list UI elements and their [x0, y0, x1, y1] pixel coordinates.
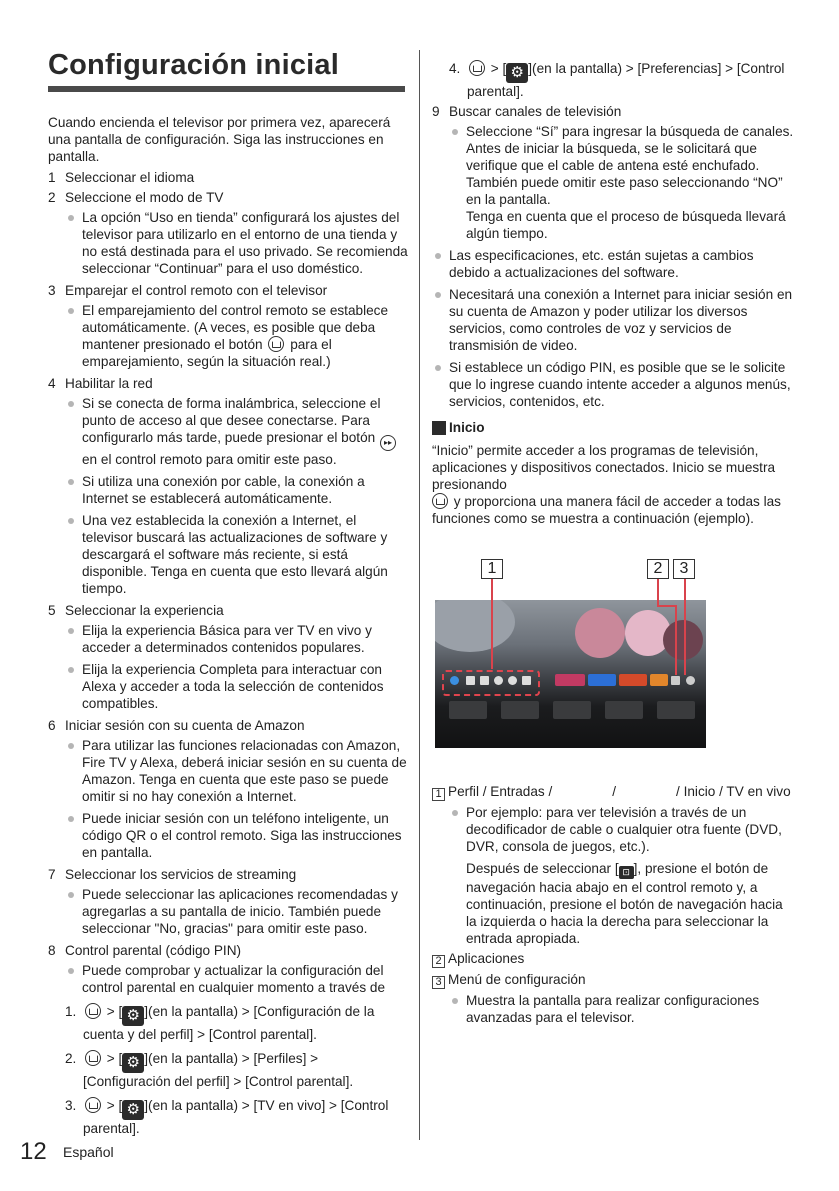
legend-2: 2 Aplicaciones	[432, 950, 794, 968]
step-6: 6 Iniciar sesión con su cuenta de Amazon	[48, 718, 305, 733]
parental-path-2: 2. > [ ⚙ ](en la pantalla) > [Perfiles] > [Configuración del perfil] > [Control parental].	[65, 1051, 354, 1089]
page-language: Español	[63, 1144, 114, 1160]
step-8: 8 Control parental (código PIN)	[48, 943, 242, 958]
callout-line-3	[684, 579, 686, 675]
legend-3-bullets	[449, 992, 794, 1026]
list-item: Para utilizar las funciones relacionadas con Amazon, Fire TV y Alexa, deberá iniciar sesión en su cuenta de Amazon. Tenga en cuenta que este paso se puede omitir si no hay conexión a Internet.	[65, 737, 408, 805]
list-item: Seleccione “Sí” para ingresar la búsqueda de canales. Antes de iniciar la búsqueda, se le solicitará que verifique que el cable de antena esté enchufado. También puede omitir este paso seleccionando “NO” en la pantalla. Tenga en cuenta que el proceso de búsqueda llevará algún tiempo.	[449, 123, 794, 242]
step-3-bullets	[65, 302, 408, 370]
list-item: Muestra la pantalla para realizar configuraciones avanzadas para el televisor.	[449, 992, 794, 1026]
home-button-icon	[268, 336, 284, 352]
list-item: Si establece un código PIN, es posible que se le solicite que lo ingrese cuando intente acceder a algunos menús, servicios, contenidos, etc.	[432, 359, 794, 410]
step-7: 7 Seleccionar los servicios de streaming	[48, 867, 297, 882]
settings-gear-icon: ⚙	[122, 1053, 144, 1073]
home-button-icon	[85, 1050, 101, 1066]
app-tile	[650, 674, 668, 686]
apps-grid-icon	[671, 676, 680, 685]
step-9-bullets	[449, 123, 794, 242]
list-item: Elija la experiencia Completa para interactuar con Alexa y acceder a toda la selección de contenidos compatibles.	[65, 661, 408, 712]
page-title: Configuración inicial	[48, 49, 339, 81]
list-item: Puede comprobar y actualizar la configuración del control parental en cualquier momento a través de	[65, 962, 408, 996]
page-number: 12	[20, 1138, 47, 1165]
section-square-icon	[432, 421, 446, 435]
inicio-paragraph: “Inicio” permite acceder a los programas de televisión, aplicaciones y dispositivos conectados. Inicio se muestra presionando y proporciona una manera fácil de acceder a todas las funciones como se muestra a continuación (ejemplo).	[432, 443, 781, 526]
inicio-heading: Inicio	[432, 419, 794, 436]
settings-gear-icon: ⚙	[506, 63, 528, 83]
list-item: Elija la experiencia Básica para ver TV en vivo y acceder a determinados contenidos populares.	[65, 622, 408, 656]
step-5-bullets	[65, 622, 408, 712]
list-item: El emparejamiento del control remoto se establece automáticamente. (A veces, es posible que deba mantener presionado el botón para el emparejamiento, según la situación real.)	[65, 302, 408, 370]
step-5: 5 Seleccionar la experiencia	[48, 603, 224, 618]
legend-1-bullets	[449, 804, 794, 855]
step-2: 2 Seleccione el modo de TV	[48, 190, 224, 205]
intro-paragraph: Cuando encienda el televisor por primera vez, aparecerá una pantalla de configuración. Siga las instrucciones en pantalla.	[48, 115, 391, 164]
legend-3: 3 Menú de configuración	[432, 971, 794, 989]
step-2-bullets	[65, 209, 408, 277]
parental-path-3: 3. > [ ⚙ ](en la pantalla) > [TV en vivo] > [Control parental].	[65, 1098, 389, 1136]
list-item: La opción “Uso en tienda” configurará los ajustes del televisor para utilizarlo en el entorno de una tienda y no está destinada para el uso privado. Se recomienda seleccionar “Continuar” para el uso doméstico.	[65, 209, 408, 277]
settings-gear-icon: ⚙	[122, 1100, 144, 1120]
step-1: 1 Seleccionar el idioma	[48, 170, 195, 185]
list-item: Si se conecta de forma inalámbrica, seleccione el punto de acceso al que desee conectarse. Para configurarlo más tarde, puede presionar el botón ▸▸ en el control remoto para omitir este paso.	[65, 395, 408, 468]
step-4: 4 Habilitar la red	[48, 376, 153, 391]
step-4-bullets	[65, 395, 408, 597]
input-icon: ⊡	[619, 866, 634, 879]
callout-line-2	[657, 579, 659, 605]
tv-home-screen-image	[435, 600, 706, 748]
step-3: 3 Emparejar el control remoto con el televisor	[48, 283, 328, 298]
settings-gear-icon: ⚙	[122, 1006, 144, 1026]
left-column	[48, 114, 408, 1137]
parental-path-4: 4. > [ ⚙ ](en la pantalla) > [Preferencias] > [Control parental].	[449, 61, 785, 99]
step-8-bullets	[65, 962, 408, 996]
home-button-icon	[432, 493, 448, 509]
settings-icon	[686, 676, 695, 685]
app-tile	[555, 674, 585, 686]
list-item: Si utiliza una conexión por cable, la conexión a Internet se establecerá automáticamente.	[65, 473, 408, 507]
home-button-icon	[469, 60, 485, 76]
fast-forward-button-icon: ▸▸	[380, 435, 396, 451]
step-7-bullets	[65, 886, 408, 937]
navigation-highlight	[442, 670, 540, 696]
right-column	[432, 60, 794, 1031]
home-screen-diagram	[435, 559, 709, 751]
legend-1-note: Después de seleccionar [ ⊡ ], presione el botón de navegación hacia abajo en el control remoto y, a continuación, presione el botón de navegación hacia la izquierda o hacia la derecha para seleccionar la entrada apropiada.	[466, 861, 783, 946]
step-6-bullets	[65, 737, 408, 861]
callout-line-1	[491, 579, 493, 669]
legend-1: 1 Perfil / Entradas / / / Inicio / TV en vivo	[432, 783, 794, 801]
list-item: Puede iniciar sesión con un teléfono inteligente, un código QR o el control remoto. Siga las instrucciones en pantalla.	[65, 810, 408, 861]
app-tile	[588, 674, 616, 686]
title-rule	[48, 86, 405, 92]
step-9: 9 Buscar canales de televisión	[432, 104, 622, 119]
list-item: Necesitará una conexión a Internet para iniciar sesión en su cuenta de Amazon y poder utilizar los diversos servicios, como controles de voz y servicios de transmisión de video.	[432, 286, 794, 354]
app-tile	[619, 674, 647, 686]
list-item: Puede seleccionar las aplicaciones recomendadas y agregarlas a su pantalla de inicio. También puede seleccionar "No, gracias" para omitir este paso.	[65, 886, 408, 937]
parental-path-1: 1. > [ ⚙ ](en la pantalla) > [Configuración de la cuenta y del perfil] > [Control parental].	[65, 1004, 375, 1042]
callout-2: 2	[647, 559, 669, 579]
callout-1: 1	[481, 559, 503, 579]
callout-3: 3	[673, 559, 695, 579]
list-item: Las especificaciones, etc. están sujetas a cambios debido a actualizaciones del software.	[432, 247, 794, 281]
column-divider	[419, 50, 420, 1140]
notes-bullets	[432, 247, 794, 410]
home-button-icon	[85, 1003, 101, 1019]
list-item: Por ejemplo: para ver televisión a través de un decodificador de cable o cualquier otra fuente (DVD, DVR, consola de juegos, etc.).	[449, 804, 794, 855]
home-button-icon	[85, 1097, 101, 1113]
list-item: Una vez establecida la conexión a Internet, el televisor buscará las actualizaciones de software y descargará el software más reciente, si está disponible. Tenga en cuenta que esto llevará algún tiempo.	[65, 512, 408, 597]
